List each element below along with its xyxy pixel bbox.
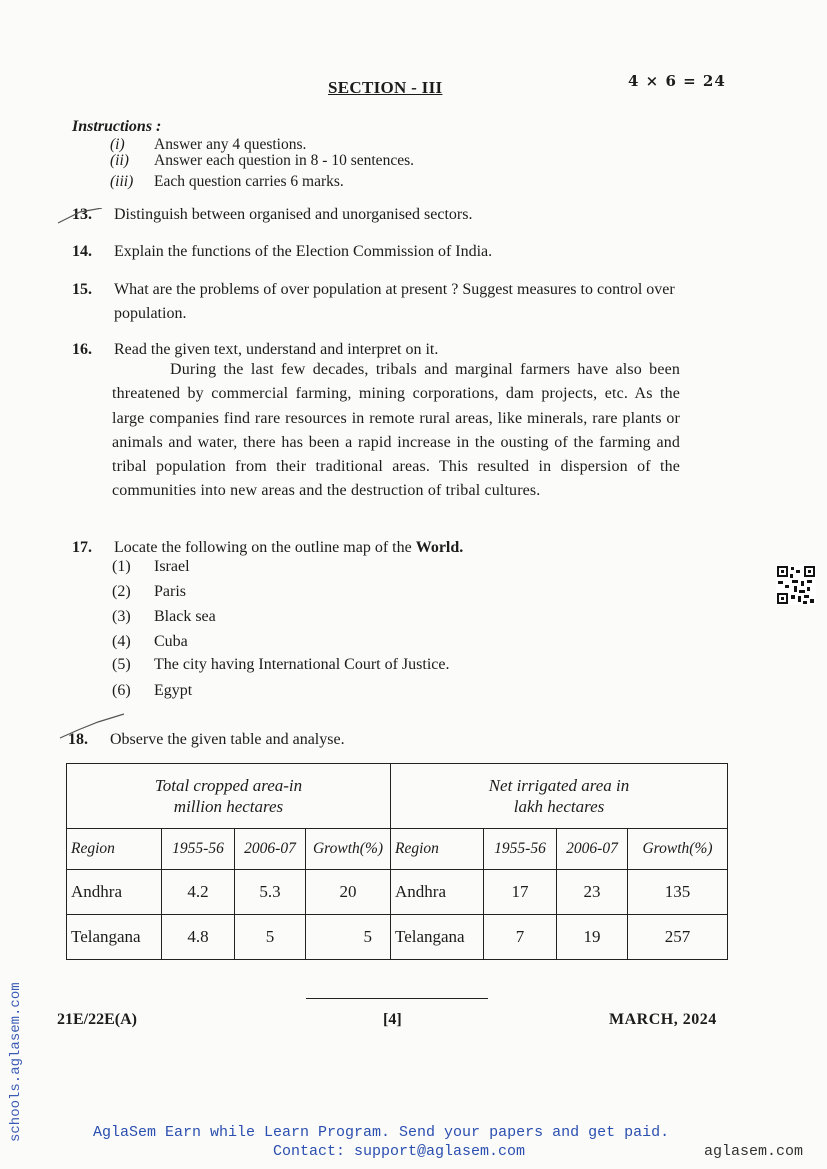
column-header: 1955-56	[162, 829, 235, 870]
table-row	[67, 915, 728, 960]
site-watermark[interactable]: aglasem.com	[704, 1143, 804, 1160]
column-header: Region	[67, 829, 162, 870]
promo-text: AglaSem Earn while Learn Program. Send your papers and get paid.	[93, 1124, 670, 1141]
question-number: 17.	[72, 539, 92, 556]
table-cell: 5	[235, 915, 306, 960]
instruction-text: Each question carries 6 marks.	[154, 173, 344, 190]
question-text: What are the problems of over population at present ? Suggest measures to control over population.	[114, 281, 675, 322]
location-text: The city having International Court of Justice.	[154, 656, 450, 673]
location-text: Black sea	[154, 608, 216, 625]
column-header: 1955-56	[484, 829, 557, 870]
column-header: 2006-07	[235, 829, 306, 870]
table-cell: 135	[628, 870, 728, 915]
question-text: Read the given text, understand and interpret on it.	[114, 341, 439, 358]
question-text	[114, 536, 732, 560]
q16-passage: During the last few decades, tribals and marginal farmers have also been threatened by commercial farming, mining corporations, dam projects, etc. As the large companies find rare resources in remote rural areas, like minerals, rare plants or animals and water, there has been a rapid increase in the ousting of the farming and tribal population from their traditional areas. This resulted in dispersion of the communities into new areas and the destruction of tribal cultures.	[112, 361, 680, 500]
table-cell: 4.8	[162, 915, 235, 960]
table-cell: 17	[484, 870, 557, 915]
table-cell: Andhra	[67, 870, 162, 915]
pencil-tick-mark-icon	[58, 712, 128, 742]
table-group-header-right	[391, 764, 728, 829]
pencil-tick-mark-icon	[56, 208, 116, 230]
instruction-roman: (ii)	[110, 152, 129, 169]
instruction-text: Answer each question in 8 - 10 sentences.	[154, 152, 414, 169]
instruction-item	[110, 173, 344, 191]
group-left-line-2: million hectares	[173, 797, 284, 816]
table-cell: 5	[306, 915, 391, 960]
question-number: 15.	[72, 281, 92, 298]
question-text: Observe the given table and analyse.	[110, 731, 345, 748]
section-title: SECTION - III	[328, 78, 443, 97]
question-15	[72, 278, 722, 326]
question-number: 18.	[68, 731, 88, 748]
table-group-row	[67, 764, 728, 829]
question-number: 13.	[72, 206, 92, 223]
table-cell: Andhra	[391, 870, 484, 915]
group-right-line-1: Net irrigated area in	[488, 776, 630, 795]
instruction-roman: (iii)	[110, 173, 134, 190]
group-right-line-2: lakh hectares	[513, 797, 605, 816]
paper-code: 21E/22E(A)	[57, 1011, 137, 1028]
exam-date: MARCH, 2024	[609, 1011, 717, 1028]
column-header: 2006-07	[557, 829, 628, 870]
location-item	[112, 633, 188, 651]
group-left-line-1: Total cropped area-in	[154, 776, 303, 795]
table-cell: 4.2	[162, 870, 235, 915]
footer-divider	[306, 998, 488, 999]
location-text: Egypt	[154, 682, 193, 699]
location-text: Israel	[154, 558, 190, 575]
question-number: 16.	[72, 341, 92, 358]
column-header: Growth(%)	[306, 829, 391, 870]
page-number: [4]	[383, 1011, 402, 1028]
table-group-header-left	[67, 764, 391, 829]
instruction-item	[110, 152, 414, 170]
qr-code-icon	[776, 565, 816, 605]
location-item	[112, 682, 192, 700]
question-number: 14.	[72, 243, 92, 260]
location-item	[112, 608, 216, 626]
table-cell: 7	[484, 915, 557, 960]
question-14	[72, 240, 732, 264]
table-cell: 23	[557, 870, 628, 915]
table-cell: Telangana	[67, 915, 162, 960]
location-number: (5)	[112, 656, 131, 673]
question-text: Explain the functions of the Election Commission of India.	[114, 243, 493, 260]
table-cell: 257	[628, 915, 728, 960]
table-row	[67, 870, 728, 915]
location-item	[112, 583, 186, 601]
table-cell: Telangana	[391, 915, 484, 960]
question-13	[72, 203, 732, 227]
table-cell: 19	[557, 915, 628, 960]
q17-text-bold: World.	[415, 539, 464, 556]
column-header: Region	[391, 829, 484, 870]
question-text: Distinguish between organised and unorganised sectors.	[114, 206, 473, 223]
location-number: (6)	[112, 682, 131, 699]
location-item	[112, 558, 190, 576]
contact-link[interactable]: Contact: support@aglasem.com	[273, 1143, 526, 1160]
location-number: (2)	[112, 583, 131, 600]
location-number: (4)	[112, 633, 131, 650]
side-watermark: schools.aglasem.com	[8, 982, 24, 1142]
question-18	[68, 728, 728, 752]
column-header: Growth(%)	[628, 829, 728, 870]
instruction-text: Answer any 4 questions.	[154, 136, 307, 153]
crop-area-table	[66, 763, 728, 960]
table-header-row	[67, 829, 728, 870]
table-cell: 20	[306, 870, 391, 915]
instruction-roman: (i)	[110, 136, 125, 153]
location-text: Paris	[154, 583, 186, 600]
location-text: Cuba	[154, 633, 188, 650]
location-number: (3)	[112, 608, 131, 625]
question-17	[72, 536, 732, 560]
marks-formula: 4 × 6 = 24	[628, 72, 726, 90]
instructions-heading: Instructions :	[72, 118, 162, 135]
location-item	[112, 656, 449, 674]
table-cell: 5.3	[235, 870, 306, 915]
location-number: (1)	[112, 558, 131, 575]
q17-text: Locate the following on the outline map of the	[114, 539, 412, 556]
